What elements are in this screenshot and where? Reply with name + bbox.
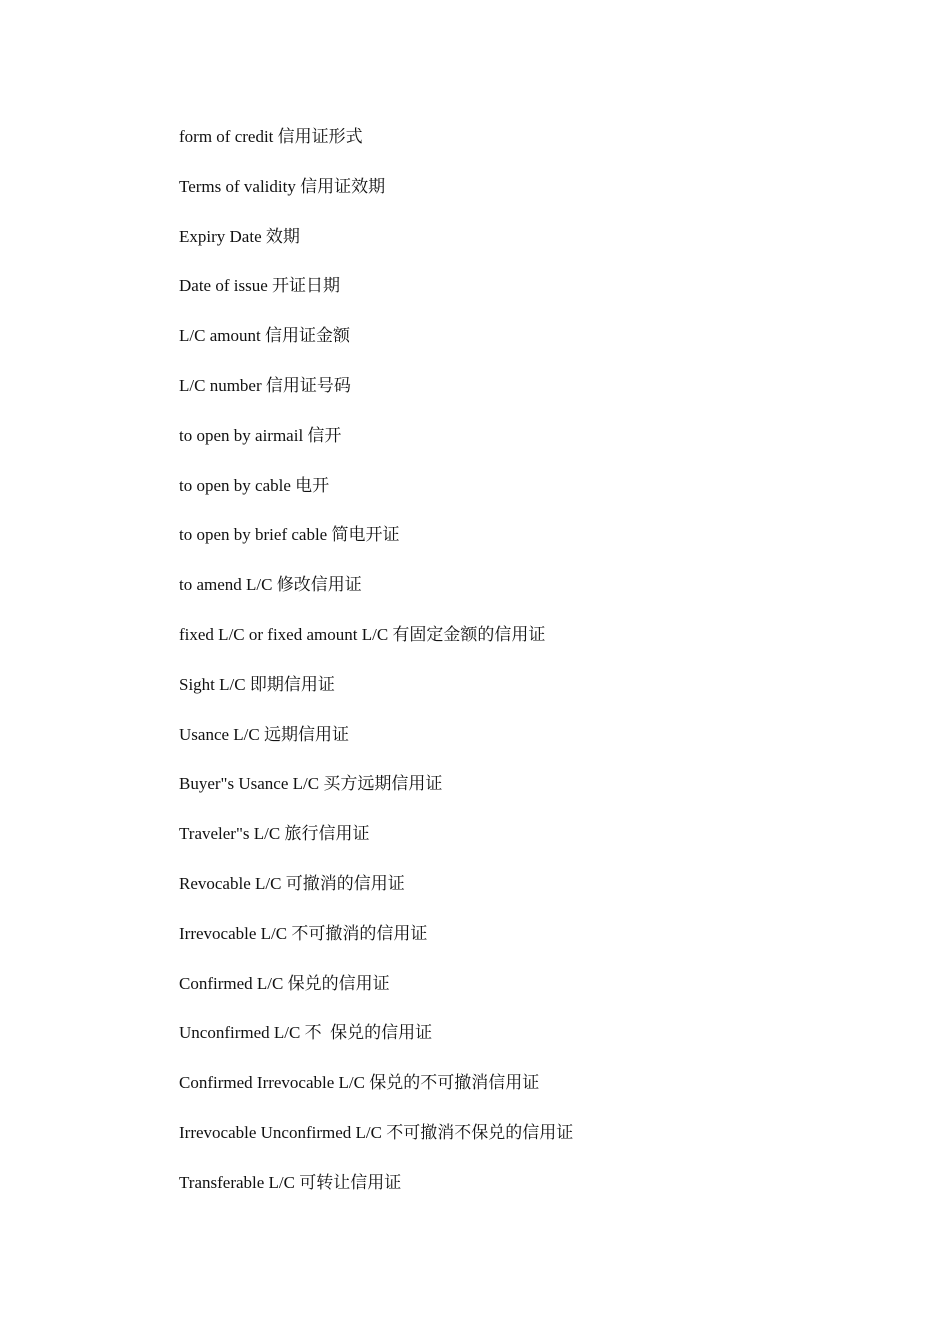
glossary-line: Terms of validity 信用证效期	[179, 176, 386, 196]
glossary-line: Irrevocable Unconfirmed L/C 不可撤消不保兑的信用证	[179, 1122, 574, 1142]
glossary-line: Traveler"s L/C 旅行信用证	[179, 824, 370, 844]
glossary-line: Unconfirmed L/C 不 保兑的信用证	[179, 1023, 433, 1043]
glossary-line: Confirmed L/C 保兑的信用证	[179, 973, 390, 993]
glossary-line: Transferable L/C 可转让信用证	[179, 1172, 402, 1192]
glossary-line: to open by cable 电开	[179, 475, 330, 495]
glossary-line: Buyer"s Usance L/C 买方远期信用证	[179, 774, 443, 794]
glossary-line: Irrevocable L/C 不可撤消的信用证	[179, 923, 428, 943]
glossary-line: Sight L/C 即期信用证	[179, 674, 335, 694]
glossary-line: fixed L/C or fixed amount L/C 有固定金额的信用证	[179, 624, 546, 644]
glossary-line: to open by brief cable 简电开证	[179, 525, 400, 545]
glossary-line: form of credit 信用证形式	[179, 127, 363, 146]
glossary-line: Usance L/C 远期信用证	[179, 724, 349, 744]
glossary-line: L/C number 信用证号码	[179, 375, 351, 395]
glossary-line: L/C amount 信用证金额	[179, 326, 350, 346]
glossary-line: to open by airmail 信开	[179, 425, 342, 445]
glossary-line: Confirmed Irrevocable L/C 保兑的不可撤消信用证	[179, 1073, 540, 1093]
glossary-line: Expiry Date 效期	[179, 226, 300, 246]
glossary-line: Date of issue 开证日期	[179, 276, 341, 296]
glossary-line: Revocable L/C 可撤消的信用证	[179, 873, 405, 893]
glossary-line: to amend L/C 修改信用证	[179, 575, 362, 595]
glossary-list	[179, 124, 573, 1220]
